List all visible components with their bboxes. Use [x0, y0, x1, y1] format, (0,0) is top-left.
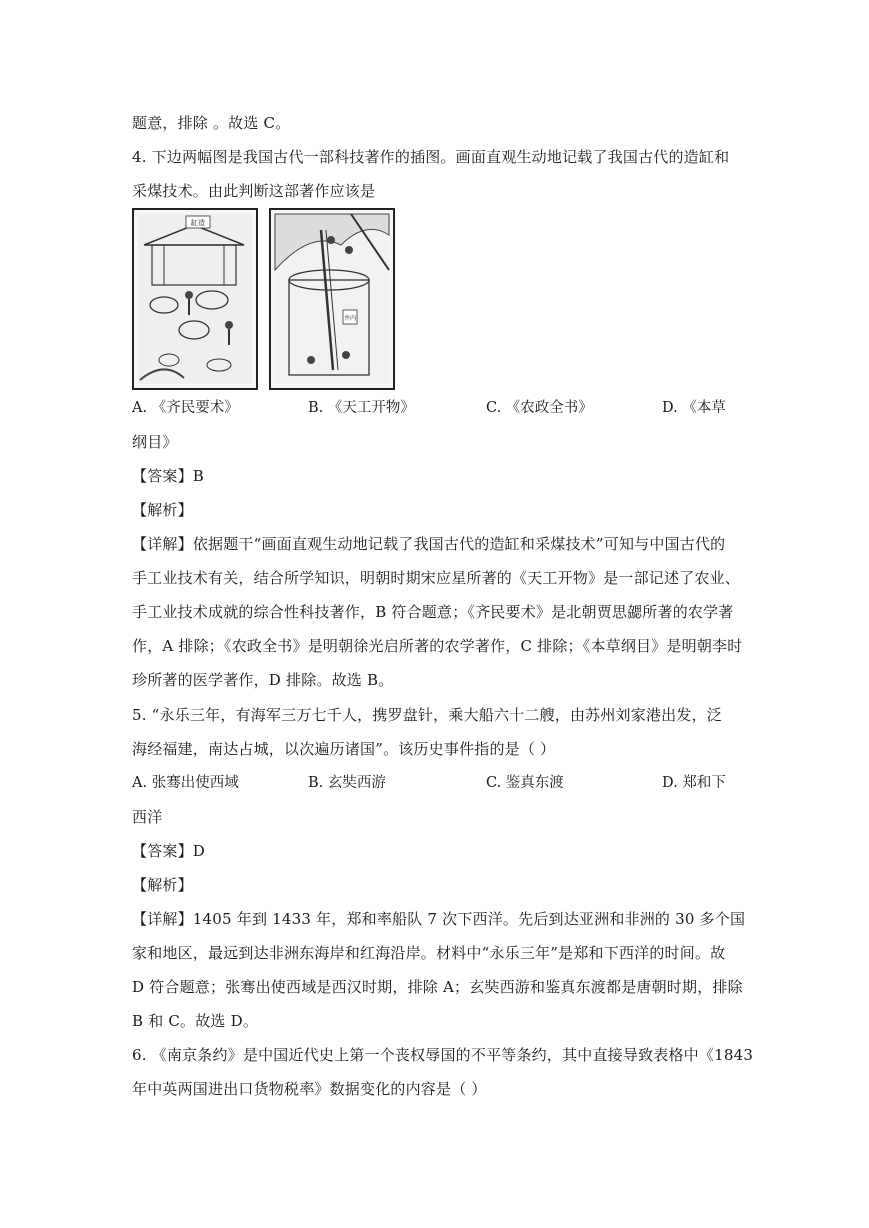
line-4: 【答案】B — [132, 467, 205, 485]
line-8: 手工业技术成就的综合性科技著作，B 符合题意；《齐民要术》是北朝贾思勰所著的农学著 — [132, 603, 734, 621]
q5-option-c: C. 鉴真东渡 — [486, 775, 564, 791]
figure-coal-mining — [269, 208, 395, 390]
line-10: 珍所著的医学著作，D 排除。故选 B。 — [132, 671, 394, 689]
line-16: 【详解】1405 年到 1433 年，郑和率船队 7 次下西洋。先后到达亚洲和非洲的 30 多个国 — [132, 910, 746, 928]
line-17: 家和地区，最远到达非洲东海岸和红海沿岸。材料中“永乐三年”是郑和下西洋的时间。故 — [132, 944, 726, 962]
vat-making-illustration — [134, 210, 256, 388]
line-12: 海经福建，南达占城，以次遍历诸国”。该历史事件指的是（ ） — [132, 740, 556, 758]
line-14: 【答案】D — [132, 842, 206, 860]
line-11: 5. “永乐三年，有海军三万七千人，携罗盘针，乘大船六十二艘，由苏州刘家港出发，泛 — [132, 706, 722, 724]
q4-option-c: C. 《农政全书》 — [486, 400, 593, 416]
line-20: 6. 《南京条约》是中国近代史上第一个丧权辱国的不平等条约，其中直接导致表格中《1843 — [132, 1046, 754, 1064]
q4-option-a: A. 《齐民要术》 — [132, 400, 239, 416]
line-15: 【解析】 — [132, 876, 193, 894]
line-5: 【解析】 — [132, 501, 193, 519]
line-13: 西洋 — [132, 808, 163, 826]
coal-mining-illustration — [271, 210, 393, 388]
q4-option-d: D. 《本草 — [662, 400, 726, 416]
figure-right-label: 井内 — [343, 315, 357, 322]
line-6: 【详解】依据题干“画面直观生动地记载了我国古代的造缸和采煤技术”可知与中国古代的 — [132, 535, 726, 553]
line-7: 手工业技术有关，结合所学知识，明朝时期宋应星所著的《天工开物》是一部记述了农业、 — [132, 569, 741, 587]
line-3: 纲目》 — [132, 433, 178, 451]
figure-vat-making — [132, 208, 258, 390]
line-2: 采煤技术。由此判断这部著作应该是 — [132, 182, 376, 200]
line-0: 题意，排除 。故选 C。 — [132, 114, 291, 132]
line-1: 4. 下边两幅图是我国古代一部科技著作的插图。画面直观生动地记载了我国古代的造缸和 — [132, 148, 730, 166]
q4-option-b: B. 《天工开物》 — [308, 400, 415, 416]
line-21: 年中英两国进出口货物税率》数据变化的内容是（ ） — [132, 1080, 487, 1098]
line-18: D 符合题意；张骞出使西域是西汉时期，排除 A；玄奘西游和鉴真东渡都是唐朝时期，排除 — [132, 978, 743, 996]
q5-option-a: A. 张骞出使西域 — [132, 775, 239, 791]
q5-option-b: B. 玄奘西游 — [308, 775, 386, 791]
line-19: B 和 C。故选 D。 — [132, 1012, 259, 1030]
figure-left-label: 缸造 — [191, 219, 205, 227]
q5-option-d: D. 郑和下 — [662, 775, 726, 791]
line-9: 作，A 排除；《农政全书》是明朝徐光启所著的农学著作，C 排除；《本草纲目》是明朝李时 — [132, 637, 743, 655]
